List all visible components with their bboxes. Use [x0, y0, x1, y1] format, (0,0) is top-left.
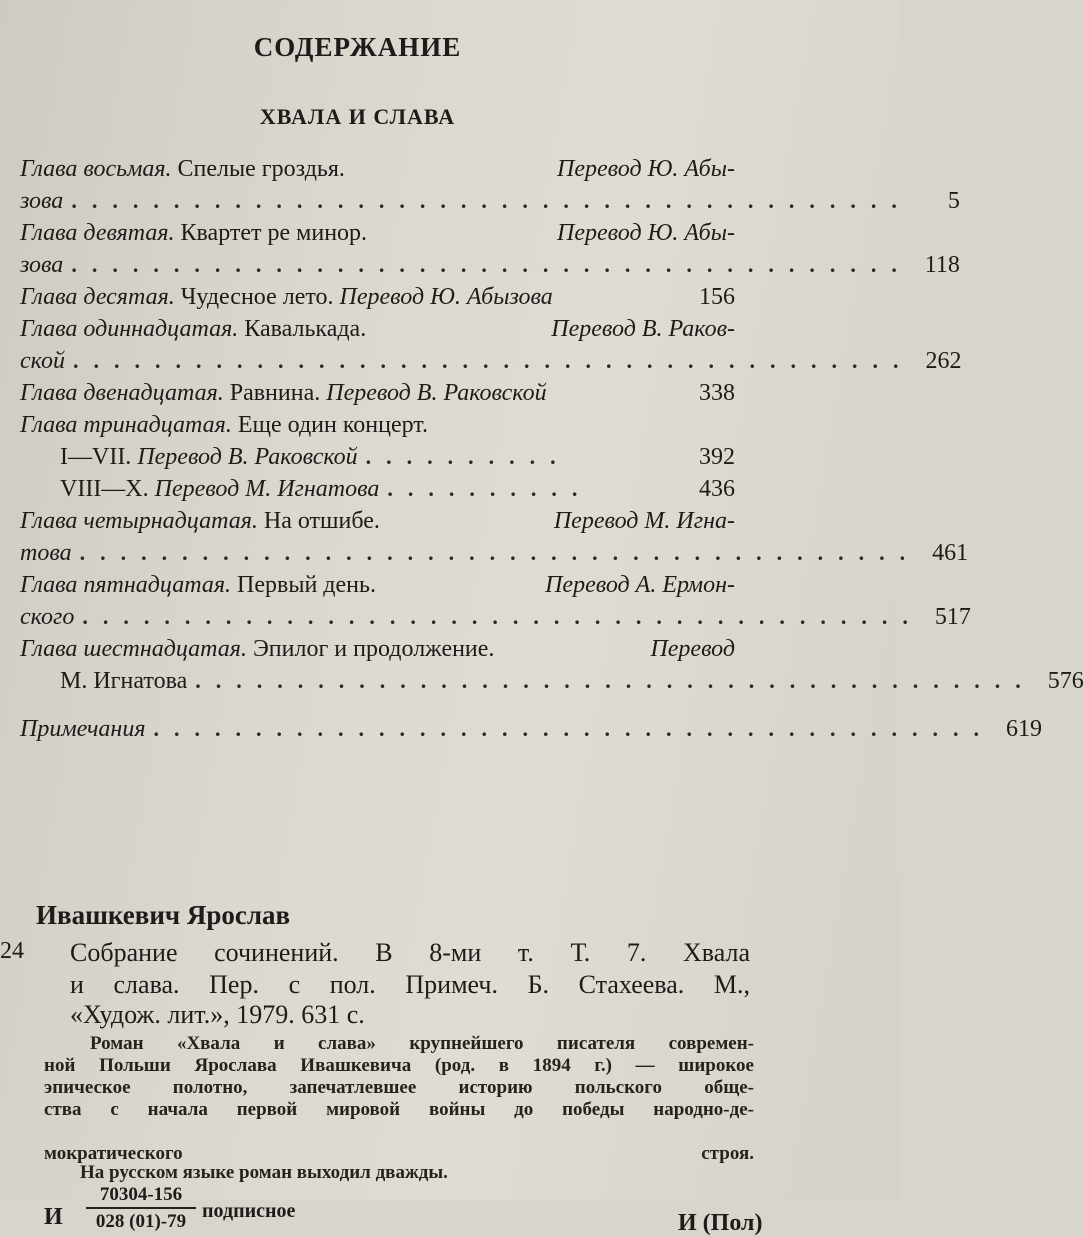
toc-entry-line	[20, 249, 960, 281]
leader-dots: .........................................	[71, 252, 912, 277]
annotation-line: ной Польши Ярослава Ивашкевича (род. в 1894 г.) — широкое	[44, 1055, 754, 1076]
translator-cont: това	[20, 540, 72, 566]
page-number: 118	[924, 252, 960, 278]
toc-entry-line	[20, 409, 735, 441]
catalog-fraction	[86, 1184, 196, 1233]
toc-entry-line	[20, 345, 962, 377]
chapter-number: Глава восьмая.	[20, 156, 172, 182]
translator-cont: ской	[20, 348, 65, 374]
toc-entry-line	[20, 505, 735, 537]
translator: Перевод В. Раков-	[551, 316, 735, 342]
translator: Перевод Ю. Абызова	[339, 284, 553, 310]
toc-entry-line	[20, 217, 735, 249]
toc-entry-line	[20, 313, 735, 345]
leader-dots: .........................................	[79, 540, 921, 565]
annotation-line: ства с начала первой мировой войны до победы народно-де-	[44, 1099, 754, 1120]
toc-entry-line	[20, 441, 735, 473]
translator: Перевод Ю. Абы-	[557, 156, 735, 182]
translator: Перевод Ю. Абы-	[557, 220, 735, 246]
translator: Перевод М. Игнатова	[154, 476, 380, 502]
chapter-title: Квартет ре минор.	[180, 220, 368, 246]
page-number: 5	[947, 188, 960, 214]
annotation-line: На русском языке роман выходил дважды.	[80, 1162, 448, 1183]
toc-entry-line	[20, 377, 735, 409]
chapter-number: Глава десятая.	[20, 284, 175, 310]
language-code: И (Пол)	[678, 1210, 763, 1236]
notes-label: Примечания	[20, 716, 146, 742]
toc-entry-line	[20, 185, 960, 217]
leader-dots: .........................................	[72, 348, 914, 373]
page-number: 517	[934, 604, 971, 630]
translator: Перевод В. Раковской	[326, 380, 547, 406]
part-range: VIII—X.	[60, 476, 149, 502]
chapter-number: Глава шестнадцатая.	[20, 636, 247, 662]
leader-dots: ..........	[387, 476, 593, 501]
toc-entry-line	[20, 281, 735, 313]
chapter-title: Еще один концерт.	[237, 412, 428, 438]
page-number: 461	[932, 540, 969, 566]
section-title: ХВАЛА И СЛАВА	[259, 104, 456, 129]
chapter-number: Глава одиннадцатая.	[20, 316, 239, 342]
chapter-title: На отшибе.	[263, 508, 380, 534]
toc-entry-line	[20, 633, 735, 665]
chapter-title: Спелые гроздья.	[177, 156, 345, 182]
chapter-number: Глава четырнадцатая.	[20, 508, 258, 534]
page-number: 576	[1047, 668, 1084, 694]
page-number: 619	[1006, 716, 1042, 742]
annotation-line: мократического строя.	[44, 1143, 754, 1164]
class-mark: И	[44, 1204, 63, 1230]
chapter-number: Глава пятнадцатая.	[20, 572, 231, 598]
annotation-line: эпическое полотно, запечатлевшее историю польского обще-	[44, 1077, 754, 1098]
translator: Перевод	[650, 636, 735, 662]
subscription-label: подписное	[202, 1200, 296, 1222]
fraction-denominator: 028 (01)-79	[95, 1211, 187, 1232]
page-number: 338	[699, 380, 735, 406]
biblio-line: и слава. Пер. с пол. Примеч. Б. Стахеева. М.,	[70, 970, 750, 999]
toc-entry-line	[20, 537, 969, 569]
translator-cont: ского	[20, 604, 75, 630]
page-number: 436	[699, 476, 735, 502]
table-of-contents	[20, 153, 1084, 745]
translator: Перевод М. Игна-	[553, 508, 735, 534]
translator: Перевод А. Ермон-	[545, 572, 735, 598]
part-range: I—VII.	[60, 444, 132, 470]
chapter-title: Первый день.	[237, 572, 376, 598]
leader-dots: ..........	[365, 444, 571, 469]
chapter-title: Равнина.	[229, 380, 321, 406]
annotation-line: Роман «Хвала и слава» крупнейшего писателя современ-	[90, 1033, 754, 1054]
author-name: Ивашкевич Ярослав	[36, 900, 291, 930]
toc-entry-line	[20, 153, 735, 185]
chapter-number: Глава двенадцатая.	[20, 380, 224, 406]
toc-entry-line	[20, 601, 971, 633]
toc-entry-line	[20, 473, 735, 505]
shelf-code: 24	[0, 938, 24, 964]
chapter-title: Кавалькада.	[244, 316, 367, 342]
translator-cont: М. Игнатова	[60, 668, 188, 694]
toc-entry-line	[20, 713, 1042, 745]
chapter-number: Глава тринадцатая.	[20, 412, 232, 438]
biblio-line: Собрание сочинений. В 8-ми т. Т. 7. Хвала	[70, 938, 750, 967]
page-title: СОДЕРЖАНИЕ	[253, 32, 462, 62]
chapter-title: Чудесное лето.	[180, 284, 334, 310]
page-number: 156	[699, 284, 735, 310]
leader-dots: .........................................	[71, 188, 912, 213]
page-number: 262	[925, 348, 962, 374]
fraction-numerator: 70304-156	[86, 1184, 196, 1209]
translator: Перевод В. Раковской	[137, 444, 358, 470]
leader-dots: .........................................	[82, 604, 923, 629]
leader-dots: .........................................	[195, 668, 1036, 693]
toc-entry-line	[20, 665, 1084, 697]
translator-cont: зова	[20, 188, 64, 214]
toc-entry-line	[20, 569, 735, 601]
page-number: 392	[699, 444, 735, 470]
leader-dots: .........................................	[153, 716, 994, 741]
translator-cont: зова	[20, 252, 64, 278]
biblio-line: «Худож. лит.», 1979. 631 с.	[70, 1000, 365, 1029]
chapter-number: Глава девятая.	[20, 220, 175, 246]
chapter-title: Эпилог и продолжение.	[252, 636, 495, 662]
